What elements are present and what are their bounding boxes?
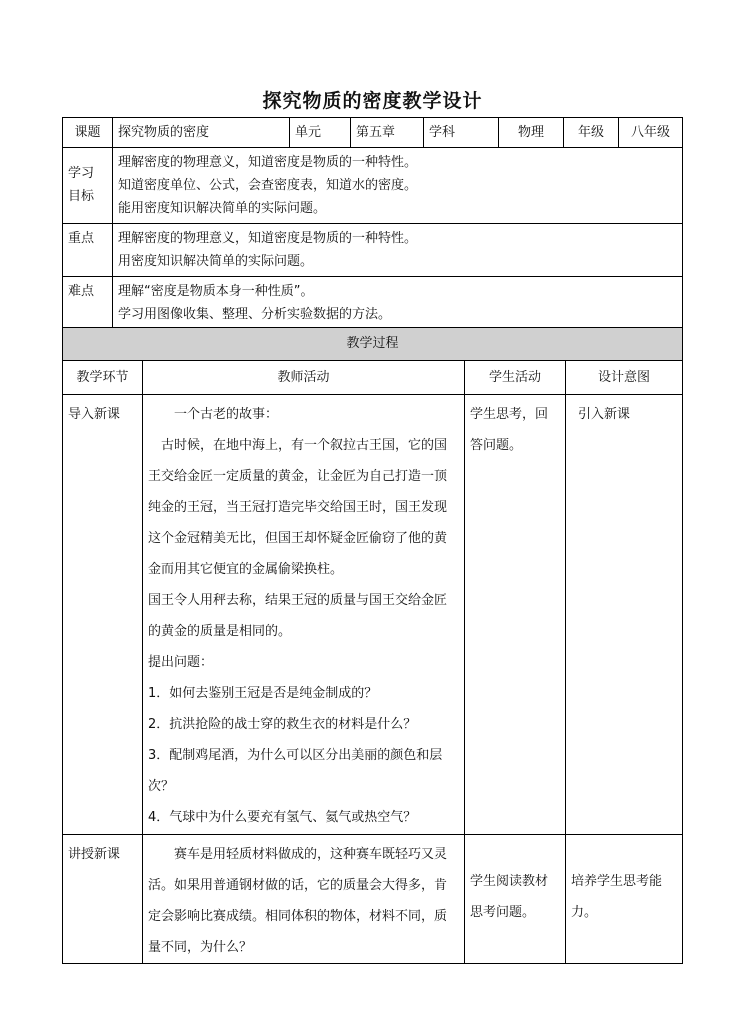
- objectives-row: [63, 148, 683, 224]
- grade-label: 年级: [564, 118, 619, 148]
- key-points-label: 重点: [63, 224, 113, 277]
- teacher-activity-cell: [143, 395, 465, 835]
- difficulty-line: 学习用图像收集、整理、分析实验数据的方法。: [118, 307, 392, 322]
- student-activity-cell: 学生思考，回答问题。: [465, 395, 566, 835]
- teacher-paragraph: 4．气球中为什么要充有氢气、氦气或热空气？: [148, 810, 417, 825]
- difficulty-line: 理解“密度是物质本身一种性质”。: [118, 284, 314, 299]
- objective-line: 知道密度单位、公式，会查密度表，知道水的密度。: [118, 178, 418, 193]
- objective-line: 能用密度知识解决简单的实际问题。: [118, 201, 327, 216]
- column-header-stage: 教学环节: [63, 361, 143, 395]
- unit-value: 第五章: [351, 118, 424, 148]
- teacher-activity-cell: [143, 835, 465, 964]
- process-header-row: [63, 328, 683, 361]
- info-row: [63, 118, 683, 148]
- objectives-label-line-1: 学习: [68, 166, 95, 181]
- process-row-new-lesson: [63, 835, 683, 964]
- key-points-content: [113, 224, 683, 277]
- teacher-paragraph: 国王令人用秤去称，结果王冠的质量与国王交给金匠的黄金的质量是相同的。: [148, 593, 448, 639]
- topic-value: 探究物质的密度: [113, 118, 290, 148]
- column-header-row: [63, 361, 683, 395]
- topic-label: 课题: [63, 118, 113, 148]
- stage-cell: 讲授新课: [63, 835, 143, 964]
- teacher-paragraph: 古时候，在地中海上，有一个叙拉古王国，它的国王交给金匠一定质量的黄金，让金匠为自己打造一顶纯金的王冠，当王冠打造完毕交给国王时，国王发现这个金冠精美无比，但国王却怀疑金匠偷窃了他的黄金而用其它便宜的金属偷梁换柱。: [148, 438, 448, 577]
- teacher-paragraph: 1．如何去鉴别王冠是否是纯金制成的？: [148, 686, 378, 701]
- objective-line: 理解密度的物理意义，知道密度是物质的一种特性。: [118, 155, 418, 170]
- process-header: 教学过程: [63, 328, 683, 361]
- design-intent-cell: 培养学生思考能力。: [566, 835, 683, 964]
- key-point-line: 理解密度的物理意义，知道密度是物质的一种特性。: [118, 231, 418, 246]
- key-points-row: [63, 224, 683, 277]
- teacher-paragraph: 一个古老的故事：: [148, 407, 279, 422]
- difficulties-content: [113, 277, 683, 330]
- unit-label: 单元: [290, 118, 351, 148]
- column-header-teacher: 教师活动: [143, 361, 465, 395]
- design-intent-cell: 引入新课: [566, 395, 683, 835]
- column-header-student: 学生活动: [465, 361, 566, 395]
- teacher-paragraph: 赛车是用轻质材料做成的，这种赛车既轻巧又灵活。如果用普通钢材做的话，它的质量会大得多，肯定会影响比赛成绩。相同体积的物体，材料不同，质量不同，为什么？: [148, 847, 448, 955]
- process-table: [62, 327, 683, 964]
- teacher-paragraph: 3．配制鸡尾酒，为什么可以区分出美丽的颜色和层次？: [148, 748, 443, 794]
- teacher-paragraph: 2．抗洪抢险的战士穿的救生衣的材料是什么？: [148, 717, 417, 732]
- stage-cell: 导入新课: [63, 395, 143, 835]
- grade-value: 八年级: [619, 118, 683, 148]
- difficulties-row: [63, 277, 683, 330]
- subject-label: 学科: [424, 118, 499, 148]
- document-title: 探究物质的密度教学设计: [262, 90, 483, 112]
- objectives-label-line-2: 目标: [68, 189, 95, 204]
- objectives-label: [63, 148, 113, 224]
- teacher-paragraph: 提出问题：: [148, 655, 214, 670]
- difficulties-label: 难点: [63, 277, 113, 330]
- objectives-content: [113, 148, 683, 224]
- student-activity-cell: 学生阅读教材思考问题。: [465, 835, 566, 964]
- key-point-line: 用密度知识解决简单的实际问题。: [118, 254, 314, 269]
- info-table: [62, 117, 683, 330]
- column-header-intent: 设计意图: [566, 361, 683, 395]
- subject-value: 物理: [499, 118, 564, 148]
- process-row-intro: [63, 395, 683, 835]
